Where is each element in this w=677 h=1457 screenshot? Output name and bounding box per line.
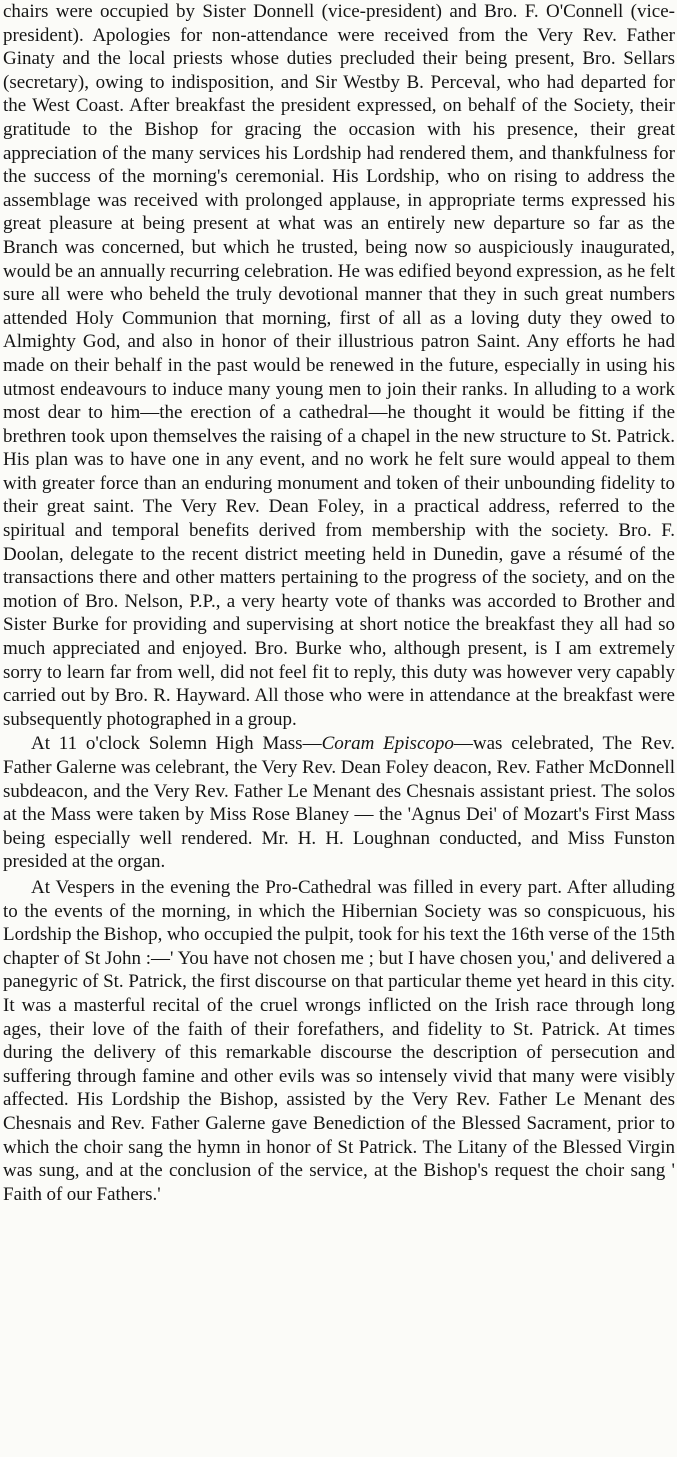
- paragraph-text: At Vespers in the evening the Pro-Cathedral was filled in every part. After alluding to the events of the morning, in which the Hibernian Society was so conspicuous, his Lordship the Bishop, who occupied the pulpit, took for his text the 16th verse of the 15th chapter of St John :—' You have not chosen me ; but I have chosen you,' and delivered a panegyric of St. Patrick, the first discourse on that particular theme yet heard in this city. It was a masterful recital of the cruel wrongs inflicted on the Irish race through long ages, their love of the faith of their forefathers, and fidelity to St. Patrick. At times during the delivery of this remarkable discourse the description of persecution and suffering through famine and other evils was so intensely vivid that many were visibly affected. His Lordship the Bishop, assisted by the Very Rev. Father Le Menant des Chesnais and Rev. Father Galerne gave Benediction of the Blessed Sacrament, prior to which the choir sang the hymn in honor of St Patrick. The Litany of the Blessed Virgin was sung, and at the conclusion of the service, at the Bishop's request the choir sang ' Faith of our Fathers.': [3, 876, 675, 1205]
- paragraph-text: —was celebrated, The Rev. Father Galerne was celebrant, the Very Rev. Dean Foley deacon, Rev. Father McDonnell subdeacon, and the Very Rev. Father Le Menant des Chesnais assistant priest. The solos at the Mass were taken by Miss Rose Blaney — the 'Agnus Dei' of Mozart's First Mass being especially well rendered. Mr. H. H. Loughnan conducted, and Miss Funston presided at the organ.: [3, 733, 675, 873]
- article-paragraph: [3, 0, 675, 731]
- article-paragraph: [3, 732, 675, 874]
- paragraph-text: chairs were occupied by Sister Donnell (vice-president) and Bro. F. O'Connell (vice-president). Apologies for non-attendance were received from the Very Rev. Father Ginaty and the local priests whose duties precluded their being present, Bro. Sellars (secretary), owing to indisposition, and Sir Westby B. Perceval, who had departed for the West Coast. After breakfast the president expressed, on behalf of the Society, their gratitude to the Bishop for gracing the occasion with his presence, their great appreciation of the many services his Lordship had rendered them, and thankfulness for the success of the morning's ceremonial. His Lordship, who on rising to address the assemblage was received with prolonged applause, in appropriate terms expressed his great pleasure at being present at what was an entirely new departure so far as the Branch was concerned, but which he trusted, being now so auspiciously inaugurated, would be an annually recurring celebration. He was edified beyond expression, as he felt sure all were who beheld the truly devotional manner that they in such great numbers attended Holy Communion that morning, first of all as a loving duty they owed to Almighty God, and also in honor of their illustrious patron Saint. Any efforts he had made on their behalf in the past would be renewed in the future, especially in using his utmost endeavours to induce many young men to join their ranks. In alluding to a work most dear to him—the erection of a cathedral—he thought it would be fitting if the brethren took upon themselves the raising of a chapel in the new structure to St. Patrick. His plan was to have one in any event, and no work he felt sure would appeal to them with greater force than an enduring monument and token of their unbounding fidelity to their great saint. The Very Rev. Dean Foley, in a practical address, referred to the spiritual and temporal benefits derived from membership with the society. Bro. F. Doolan, delegate to the recent district meeting held in Dunedin, gave a résumé of the transactions there and other matters pertaining to the progress of the society, and on the motion of Bro. Nelson, P.P., a very hearty vote of thanks was accorded to Brother and Sister Burke for providing and supervising at short notice the breakfast they all had so much appreciated and enjoyed. Bro. Burke who, although present, is I am extremely sorry to learn far from well, did not feel fit to reply, this duty was however very capably carried out by Bro. R. Hayward. All those who were in attendance at the breakfast were subsequently photographed in a group.: [3, 1, 675, 730]
- paragraph-text: At 11 o'clock Solemn High Mass—: [31, 733, 322, 755]
- latin-phrase: Coram Episcopo: [321, 733, 454, 755]
- article-paragraph: [3, 876, 675, 1206]
